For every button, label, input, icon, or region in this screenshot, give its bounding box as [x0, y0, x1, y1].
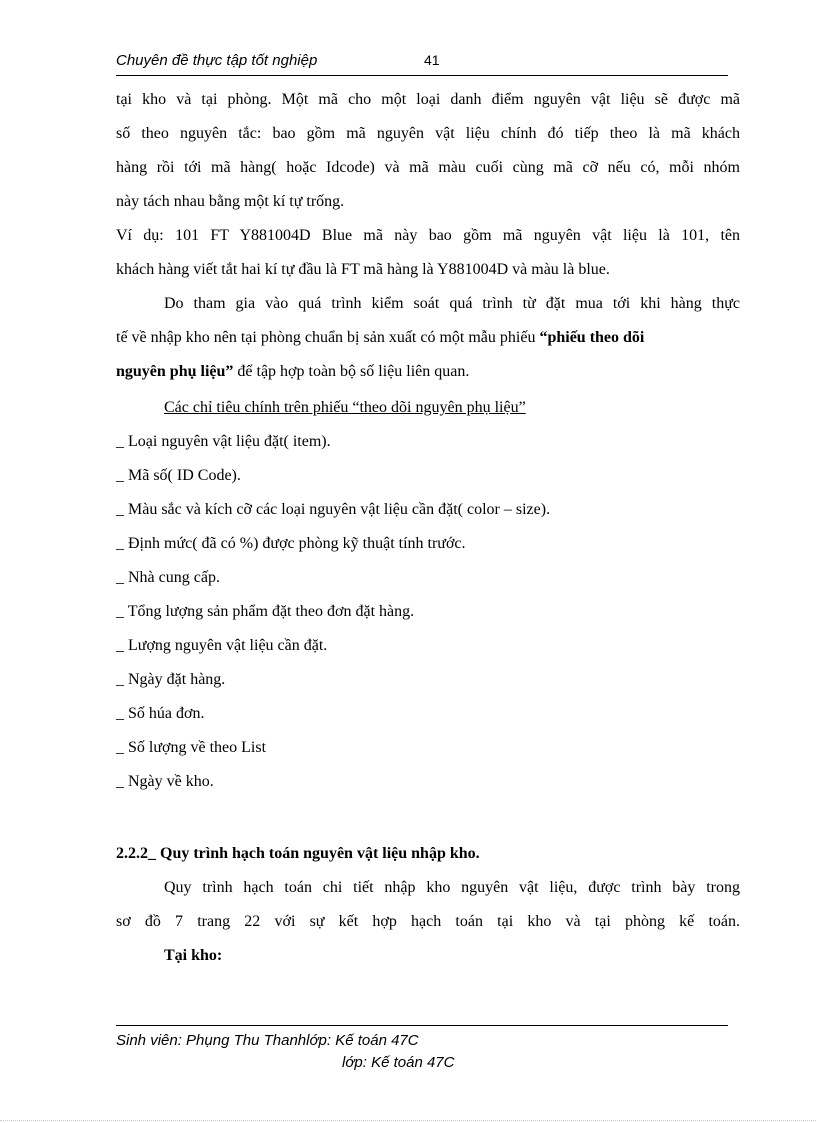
- section-subheading: Tại kho:: [164, 947, 223, 964]
- criteria-item: _ Màu sắc và kích cỡ các loại nguyên vật liệu cần đặt( color – size).: [116, 501, 551, 518]
- criteria-item: _ Định mức( đã có %) được phòng kỹ thuật tính trước.: [116, 535, 466, 552]
- criteria-item: _ Ngày về kho.: [116, 773, 214, 790]
- footer-rule: [116, 1025, 728, 1026]
- header-rule: [116, 75, 728, 76]
- paragraph-line: này tách nhau bằng một kí tự trống.: [116, 193, 345, 210]
- criteria-item: _ Ngày đặt hàng.: [116, 671, 226, 688]
- form-name-bold: “phiếu theo dõi: [539, 329, 645, 346]
- criteria-item: _ Số húa đơn.: [116, 705, 205, 722]
- page-number: 41: [424, 52, 440, 68]
- paragraph-line: Do tham gia vào quá trình kiểm soát quá trình từ đặt mua tới khi hàng thực: [164, 295, 740, 312]
- criteria-item: _ Tổng lượng sản phẩm đặt theo đơn đặt hàng.: [116, 603, 415, 620]
- criteria-item: _ Nhà cung cấp.: [116, 569, 220, 586]
- page-edge-divider: [0, 1120, 816, 1121]
- criteria-heading: Các chỉ tiêu chính trên phiếu “theo dõi nguyên phụ liệu”: [164, 399, 526, 416]
- example-line: khách hàng viết tắt hai kí tự đầu là FT mã hàng là Y881004D và màu là blue.: [116, 261, 610, 278]
- form-name-bold: nguyên phụ liệu”: [116, 363, 234, 380]
- criteria-item: _ Loại nguyên vật liệu đặt( item).: [116, 433, 331, 450]
- footer-student: Sinh viên: Phụng Thu Thanhlớp: Kế toán 47C: [116, 1032, 419, 1049]
- paragraph-text: tế về nhập kho nên tại phòng chuẩn bị sản xuất có một mẫu phiếu: [116, 329, 540, 346]
- paragraph-line: [116, 362, 469, 382]
- section-heading: 2.2.2_ Quy trình hạch toán nguyên vật liệu nhập kho.: [116, 845, 480, 862]
- section-line: Quy trình hạch toán chi tiết nhập kho nguyên vật liệu, được trình bày trong: [164, 879, 740, 896]
- paragraph-line: hàng rồi tới mã hàng( hoặc Idcode) và mã màu cuối cùng mã cỡ nếu có, mỗi nhóm: [116, 159, 740, 176]
- paragraph-line: [116, 328, 740, 348]
- criteria-item: _ Mã số( ID Code).: [116, 467, 241, 484]
- section-line: sơ đồ 7 trang 22 với sự kết hợp hạch toán tại kho và tại phòng kế toán.: [116, 913, 740, 930]
- example-line: Ví dụ: 101 FT Y881004D Blue mã này bao gồm mã nguyên vật liệu là 101, tên: [116, 227, 740, 244]
- paragraph-line: số theo nguyên tắc: bao gồm mã nguyên vật liệu chính đó tiếp theo là mã khách: [116, 125, 740, 142]
- paragraph-line: tại kho và tại phòng. Một mã cho một loại danh điểm nguyên vật liệu sẽ được mã: [116, 91, 740, 108]
- criteria-item: _ Số lượng về theo List: [116, 739, 267, 756]
- paragraph-text: để tập hợp toàn bộ số liệu liên quan.: [233, 363, 470, 380]
- header-title: Chuyên đề thực tập tốt nghiệp: [116, 52, 318, 69]
- criteria-item: _ Lượng nguyên vật liệu cần đặt.: [116, 637, 328, 654]
- footer-class: lớp: Kế toán 47C: [342, 1054, 455, 1071]
